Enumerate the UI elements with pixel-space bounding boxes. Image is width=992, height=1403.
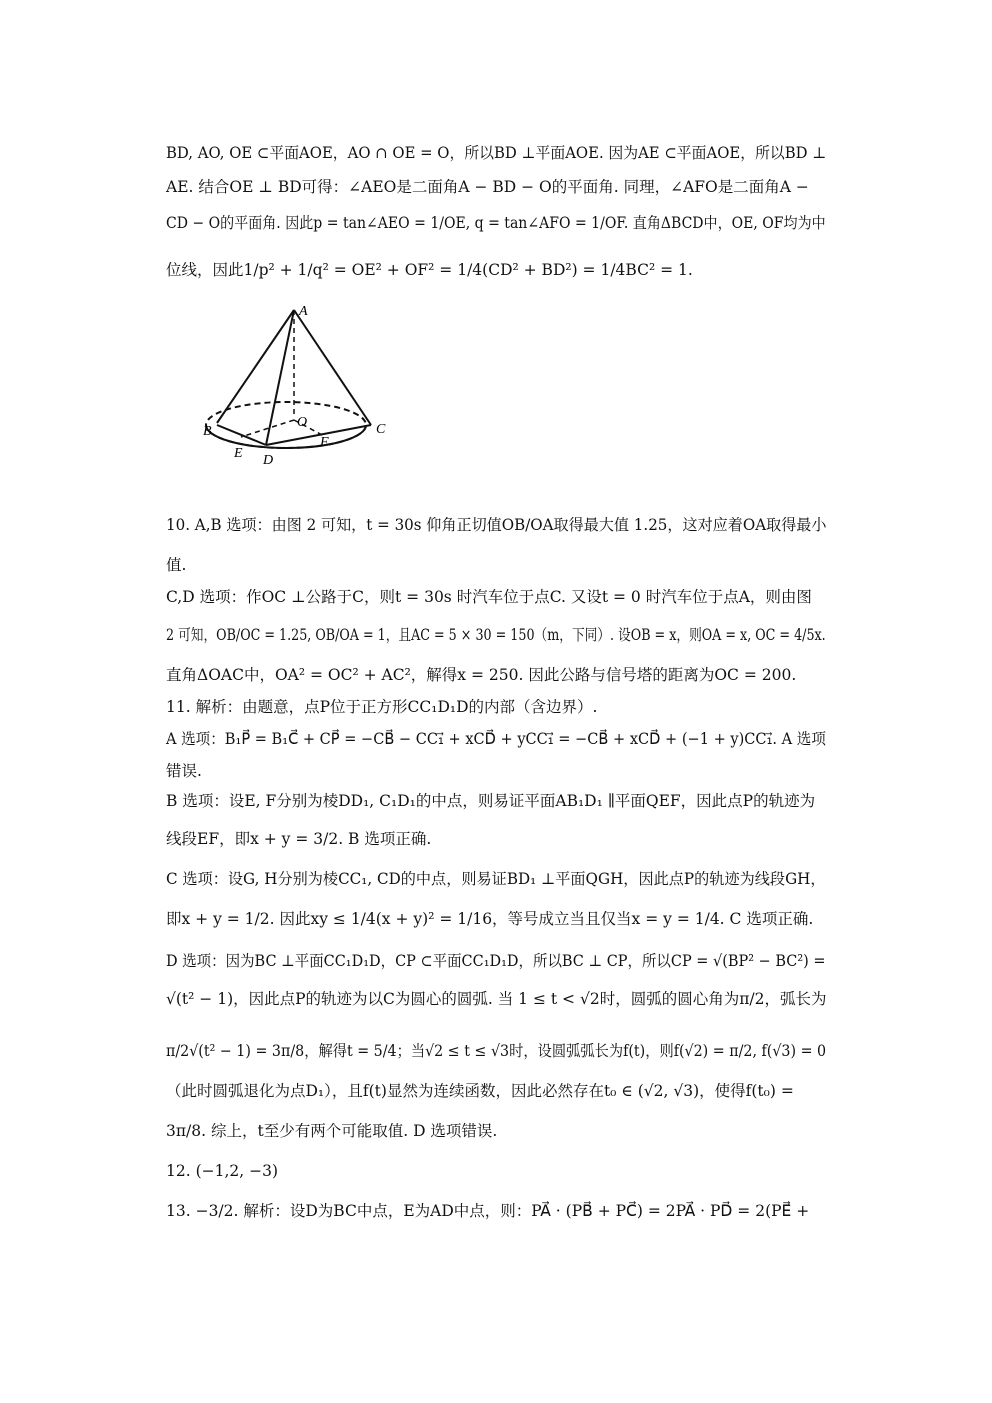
edge-bd bbox=[217, 425, 266, 445]
line-9: 直角ΔOAC中，OA² = OC² + AC²，解得x = 250. 因此公路与信号塔的距离为OC = 200. bbox=[166, 666, 797, 684]
label-o: O bbox=[297, 415, 308, 430]
line-18: √(t² − 1)，因此点P的轨迹为以C为圆心的圆弧. 当 1 ≤ t < √2时，圆弧的圆心角为π/2，弧长为 bbox=[166, 990, 827, 1008]
line-16: 即x + y = 1/2. 因此xy ≤ 1/4(x + y)² = 1/16，等号成立当且仅当x = y = 1/4. C 选项正确. bbox=[166, 910, 814, 928]
label-d: D bbox=[263, 453, 274, 468]
line-21: 3π/8. 综上，t至少有两个可能取值. D 选项错误. bbox=[166, 1122, 498, 1140]
line-4: 位线，因此1/p² + 1/q² = OE² + OF² = 1/4(CD² + BD²) = 1/4BC² = 1. bbox=[166, 261, 693, 279]
edge-dc bbox=[266, 425, 371, 445]
line-5: 10. A,B 选项：由图 2 可知，t = 30s 仰角正切值OB/OA取得最大值 1.25，这对应着OA取得最小 bbox=[166, 516, 827, 534]
line-3: CD − O的平面角. 因此p = tan∠AEO = 1/OE, q = tan∠AFO = 1/OF. 直角ΔBCD中，OE, OF均为中 bbox=[166, 214, 826, 232]
line-13: B 选项：设E, F分别为棱DD₁, C₁D₁的中点，则易证平面AB₁D₁ ∥平面QEF，因此点P的轨迹为 bbox=[166, 792, 816, 810]
line-20: （此时圆弧退化为点D₁），且f(t)显然为连续函数，因此必然存在t₀ ∈ (√2, √3)，使得f(t₀) = bbox=[166, 1082, 794, 1100]
label-e: E bbox=[234, 446, 243, 461]
line-19: π/2√(t² − 1) = 3π/8，解得t = 5/4；当√2 ≤ t ≤ √3时，设圆弧弧长为f(t)，则f(√2) = π/2, f(√3) = 0 bbox=[166, 1042, 827, 1060]
line-8: 2 可知，OB/OC = 1.25, OB/OA = 1，且AC = 5 × 30 = 150（m，下同）. 设OB = x，则OA = x, OC = 4/5x. bbox=[166, 626, 826, 644]
label-a: A bbox=[299, 304, 308, 319]
line-7: C,D 选项：作OC ⊥公路于C，则t = 30s 时汽车位于点C. 又设t = 0 时汽车位于点A，则由图 bbox=[166, 588, 812, 606]
base-front-arc bbox=[206, 425, 366, 448]
line-1: BD, AO, OE ⊂平面AOE，AO ∩ OE = O，所以BD ⊥平面AOE. 因为AE ⊂平面AOE，所以BD ⊥ bbox=[166, 144, 827, 162]
label-c: C bbox=[376, 422, 386, 437]
cone-diagram bbox=[196, 300, 406, 470]
line-17: D 选项：因为BC ⊥平面CC₁D₁D，CP ⊂平面CC₁D₁D，所以BC ⊥ CP，所以CP = √(BP² − BC²) = bbox=[166, 952, 826, 970]
line-6: 值. bbox=[166, 556, 187, 574]
line-11: A 选项：B₁P⃗ = B₁C⃗ + CP⃗ = −CB⃗ − CC₁⃗ + xCD⃗ + yCC₁⃗ = −CB⃗ + xCD⃗ + (−1 + y)CC₁⃗. A 选项 bbox=[166, 730, 826, 748]
line-15: C 选项：设G, H分别为棱CC₁, CD的中点，则易证BD₁ ⊥平面QGH，因此点P的轨迹为线段GH， bbox=[166, 870, 826, 888]
line-23: 13. −3/2. 解析：设D为BC中点，E为AD中点，则：PA⃗ · (PB⃗ + PC⃗) = 2PA⃗ · PD⃗ = 2(PE⃗ + bbox=[166, 1202, 810, 1220]
label-f: F bbox=[320, 435, 329, 450]
line-22: 12. (−1,2, −3) bbox=[166, 1162, 279, 1180]
edge-ac bbox=[294, 310, 371, 425]
line-14: 线段EF，即x + y = 3/2. B 选项正确. bbox=[166, 830, 432, 848]
line-12: 错误. bbox=[166, 762, 202, 780]
label-b: B bbox=[203, 424, 212, 439]
line-2: AE. 结合OE ⊥ BD可得：∠AEO是二面角A − BD − O的平面角. 同理，∠AFO是二面角A − bbox=[166, 178, 809, 196]
line-10: 11. 解析：由题意，点P位于正方形CC₁D₁D的内部（含边界）. bbox=[166, 698, 598, 716]
